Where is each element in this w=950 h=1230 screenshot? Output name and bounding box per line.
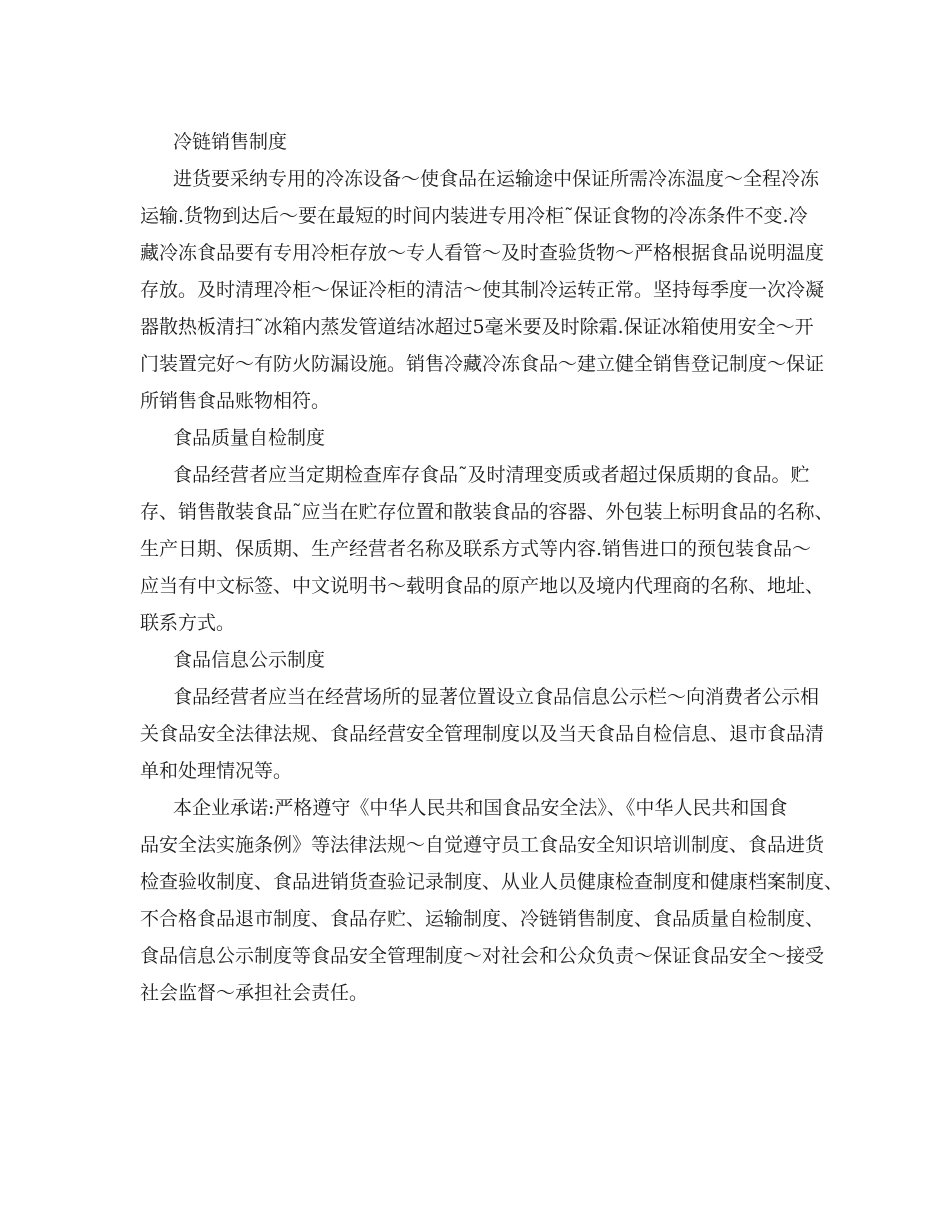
paragraph-line: 食品信息公示制度等食品安全管理制度～对社会和公众负责～保证食品安全～接受 <box>140 945 825 967</box>
paragraph-line: 存放。及时清理冷柜～保证冷柜的清洁～使其制冷运转正常。坚持每季度一次冷凝 <box>140 279 825 301</box>
paragraph-line: 食品经营者应当定期检查库存食品˜及时清理变质或者超过保质期的食品。贮 <box>173 464 810 486</box>
paragraph-line: 存、销售散装食品˜应当在贮存位置和散装食品的容器、外包装上标明食品的名称、 <box>140 501 834 523</box>
paragraph-line: 进货要采纳专用的冷冻设备～使食品在运输途中保证所需冷冻温度～全程冷冻 <box>173 168 820 190</box>
paragraph-line: 藏冷冻食品要有专用冷柜存放～专人看管～及时查验货物～严格根据食品说明温度 <box>140 242 825 264</box>
paragraph-line: 门装置完好～有防火防漏设施。销售冷藏冷冻食品～建立健全销售登记制度～保证 <box>140 353 825 375</box>
paragraph-line: 社会监督～承担社会责任。 <box>140 982 369 1004</box>
paragraph-line: 本企业承诺:严格遵守《中华人民共和国食品安全法》、《中华人民共和国食 <box>173 797 788 819</box>
document-body <box>140 124 844 1012</box>
section-heading: 食品信息公示制度 <box>173 649 326 671</box>
paragraph-line: 运输.货物到达后～要在最短的时间内装进专用冷柜˜保证食物的冷冻条件不变.冷 <box>140 205 808 227</box>
paragraph-line: 检查验收制度、食品进销货查验记录制度、从业人员健康检查制度和健康档案制度、 <box>140 871 844 893</box>
paragraph-line: 单和处理情况等。 <box>140 760 293 782</box>
paragraph-line: 品安全法实施条例》等法律法规～自觉遵守员工食品安全知识培训制度、食品进货 <box>140 834 825 856</box>
section-heading: 冷链销售制度 <box>173 131 288 153</box>
paragraph-line: 所销售食品账物相符。 <box>140 390 331 412</box>
paragraph-line: 食品经营者应当在经营场所的显著位置设立食品信息公示栏～向消费者公示相 <box>173 686 820 708</box>
paragraph-line: 应当有中文标签、中文说明书～载明食品的原产地以及境内代理商的名称、地址、 <box>140 575 825 597</box>
paragraph-line: 器散热板清扫˜冰箱内蒸发管道结冰超过5毫米要及时除霜.保证冰箱使用安全～开 <box>140 316 814 338</box>
paragraph-line: 不合格食品退市制度、食品存贮、运输制度、冷链销售制度、食品质量自检制度、 <box>140 908 825 930</box>
section-heading: 食品质量自检制度 <box>173 427 326 449</box>
paragraph-line: 关食品安全法律法规、食品经营安全管理制度以及当天食品自检信息、退市食品清 <box>140 723 825 745</box>
paragraph-line: 联系方式。 <box>140 612 236 634</box>
paragraph-line: 生产日期、保质期、生产经营者名称及联系方式等内容.销售进口的预包装食品～ <box>140 538 812 560</box>
